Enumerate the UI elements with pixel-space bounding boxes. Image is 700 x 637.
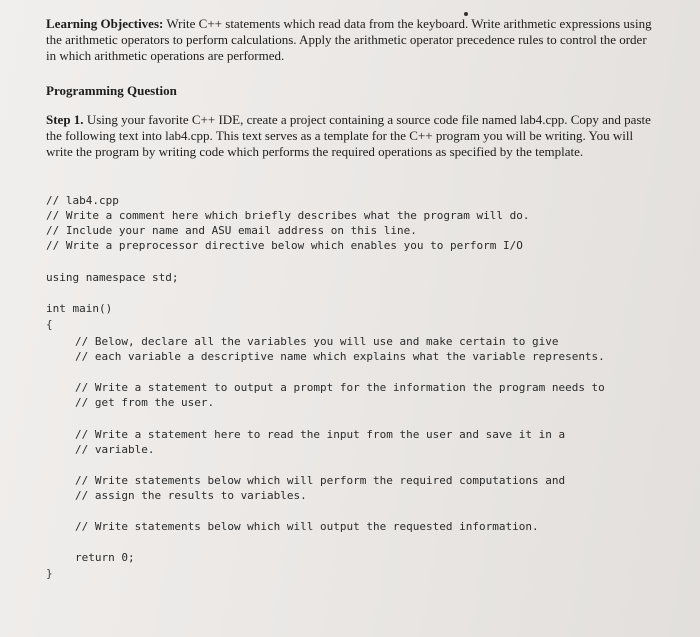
code-line: // Include your name and ASU email address on this line.: [46, 224, 417, 237]
code-block-output-info: // Write statements below which will output the requested information.: [75, 520, 539, 533]
code-main-signature: int main(): [46, 302, 113, 315]
code-block-output-prompt: // Write a statement to output a prompt for the information the program needs to // get from the user.: [75, 381, 605, 409]
code-header-comments: [46, 193, 529, 253]
code-block-declare-variables: // Below, declare all the variables you will use and make certain to give // each variable a descriptive name which explains what the variable represents.: [75, 335, 605, 363]
code-block-read-input: // Write a statement here to read the input from the user and save it in a // variable.: [75, 428, 566, 456]
learning-objectives-paragraph: [46, 16, 654, 64]
learning-objectives-text: Write C++ statements which read data from the keyboard. Write arithmetic expressions using the arithmetic operators to perform calculations. Apply the arithmetic operator precedence rules to control the order in which arithmetic operations are performed.: [46, 16, 652, 63]
code-block-computations: // Write statements below which will perform the required computations and // assign the results to variables.: [75, 474, 566, 502]
learning-objectives-label: Learning Objectives:: [46, 16, 164, 31]
code-line: // lab4.cpp: [46, 194, 119, 207]
code-using-namespace: using namespace std;: [46, 271, 179, 284]
code-return-statement: return 0;: [75, 551, 135, 564]
step1-text: Using your favorite C++ IDE, create a project containing a source code file named lab4.cpp. Copy and paste the following text into lab4.cpp. This text serves as a template for the C++ program you will be writing. You will write the program by writing code which performs the required operations as specified by the template.: [46, 112, 651, 159]
step1-paragraph: [46, 112, 654, 160]
step1-label: Step 1.: [46, 112, 84, 127]
section-heading: Programming Question: [46, 83, 177, 98]
code-line: // Write a preprocessor directive below which enables you to perform I/O: [46, 239, 523, 252]
code-open-brace: {: [46, 318, 53, 331]
code-close-brace: }: [46, 567, 53, 580]
code-line: // Write a comment here which briefly describes what the program will do.: [46, 209, 530, 222]
